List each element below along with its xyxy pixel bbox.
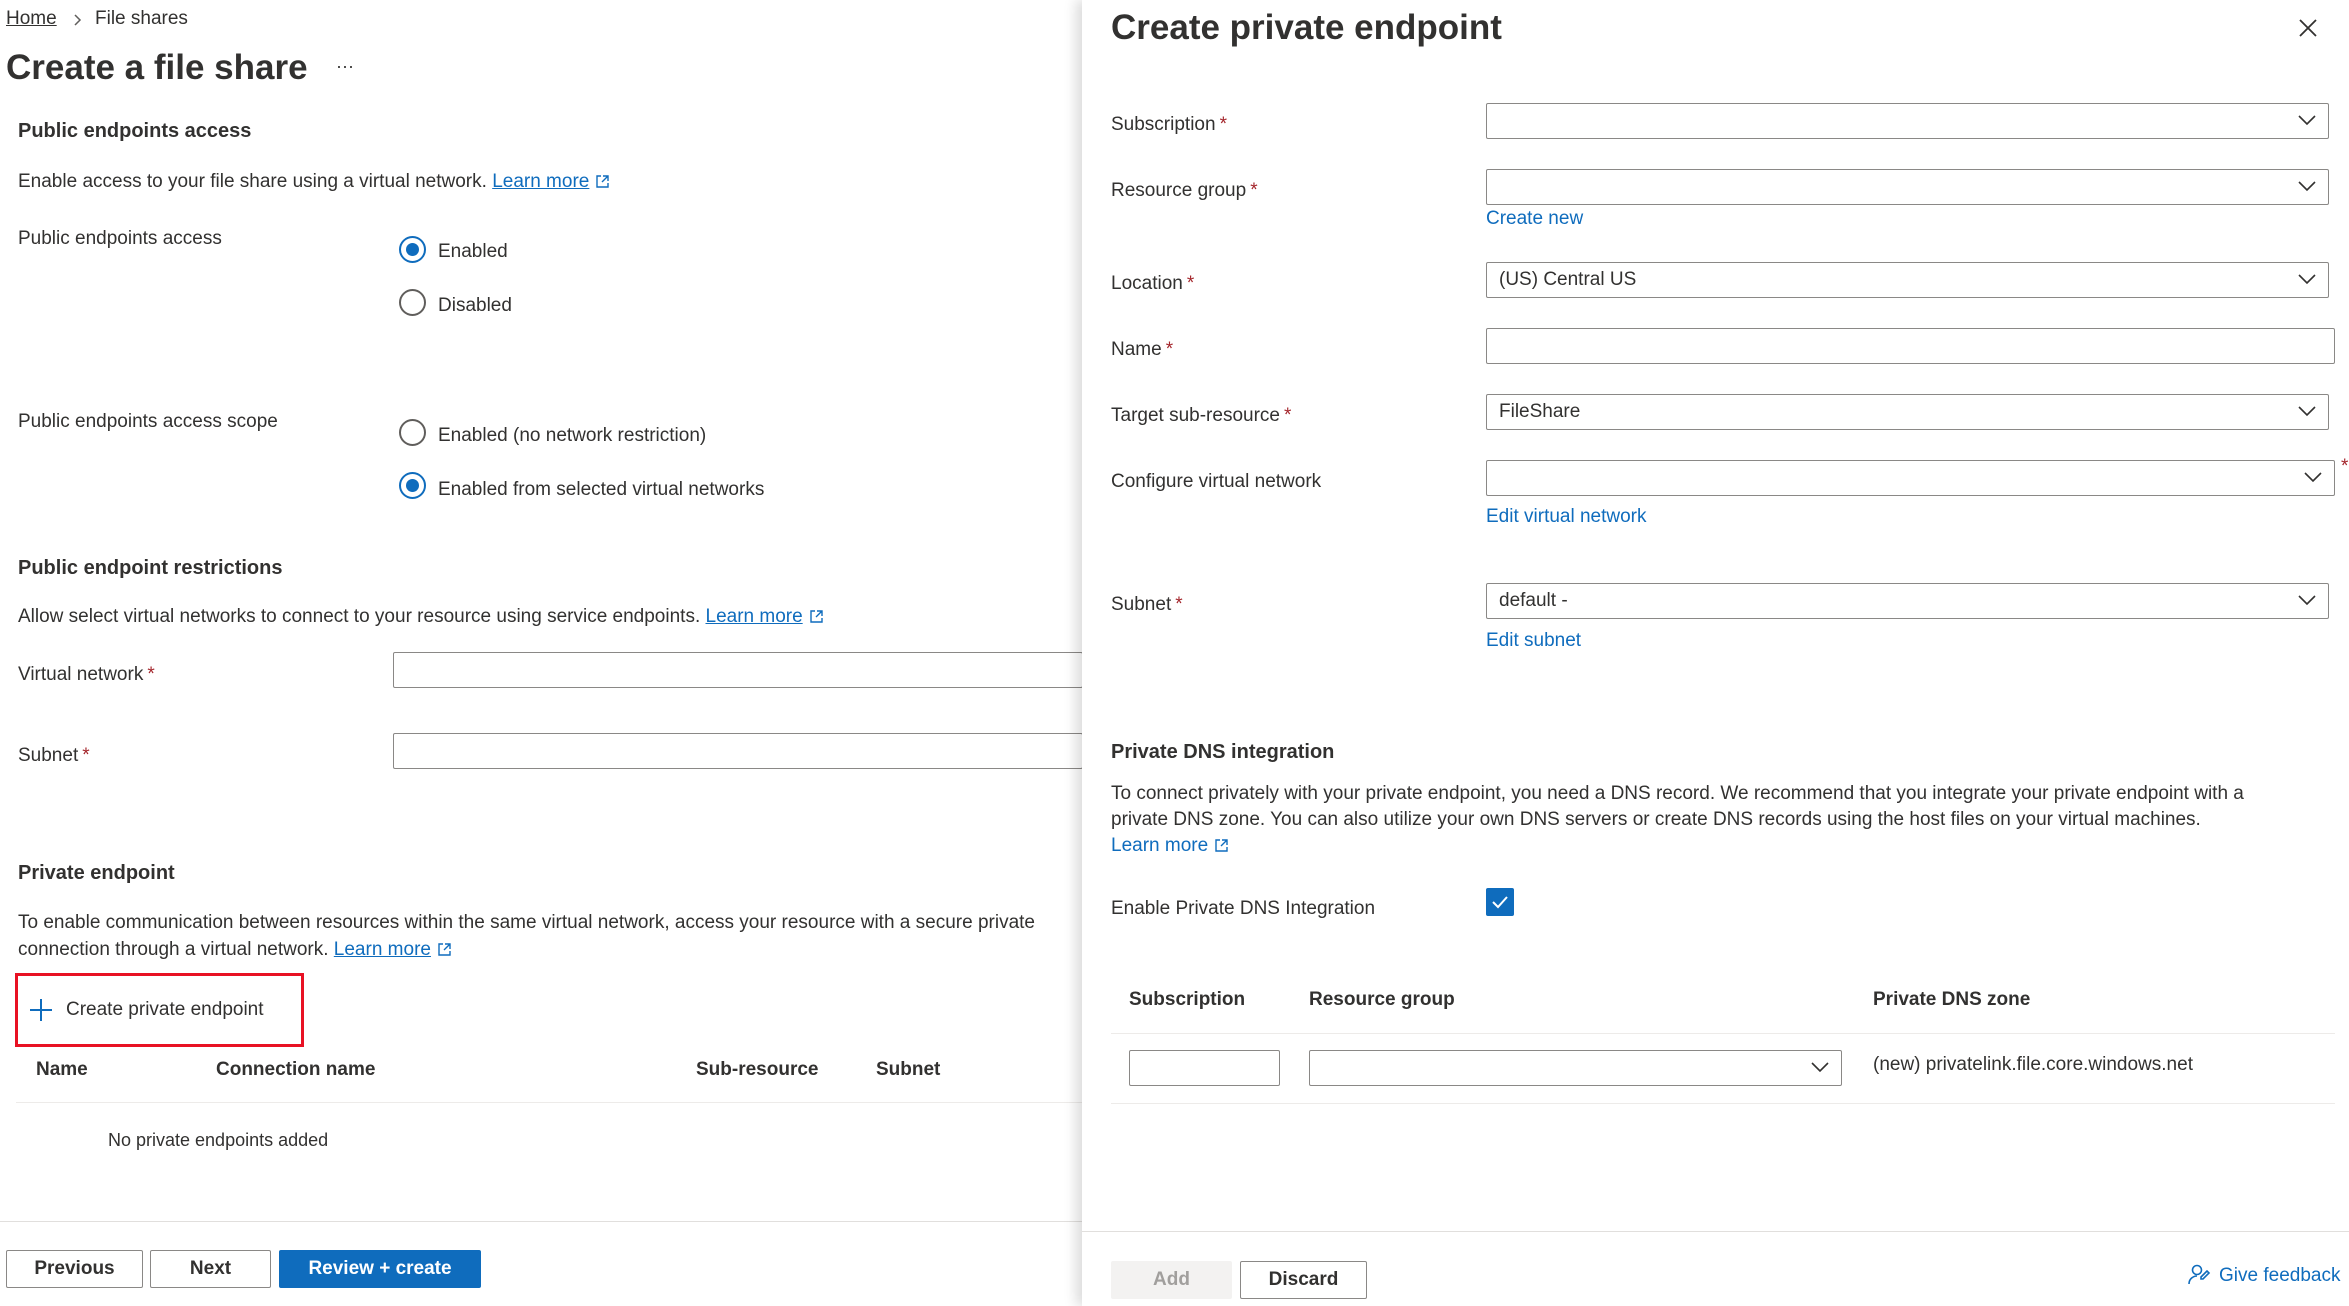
feedback-person-icon	[2187, 1263, 2211, 1287]
private-endpoint-heading: Private endpoint	[18, 862, 175, 884]
resource-group-select[interactable]	[1486, 169, 2329, 205]
edit-virtual-network-link[interactable]: Edit virtual network	[1486, 506, 1647, 527]
restrictions-desc-text: Allow select virtual networks to connect to your resource using service endpoints.	[18, 606, 701, 627]
subnet-label-text: Subnet	[18, 745, 79, 766]
location-label	[1111, 273, 1194, 295]
chevron-down-icon	[2298, 594, 2316, 606]
page-title: Create a file share	[6, 48, 308, 87]
public-access-description	[18, 171, 610, 193]
dns-zone-value: (new) privatelink.file.core.windows.net	[1873, 1054, 2193, 1075]
chevron-down-icon	[1811, 1061, 1829, 1073]
resource-group-label-text: Resource group	[1111, 180, 1247, 201]
location-label-text: Location	[1111, 273, 1183, 294]
column-header-sub-resource: Sub-resource	[696, 1059, 819, 1080]
target-sub-resource-select[interactable]	[1486, 394, 2329, 430]
required-marker: *	[147, 664, 155, 685]
public-endpoints-access-heading: Public endpoints access	[18, 120, 252, 142]
subnet-label	[18, 745, 90, 767]
public-access-desc-text: Enable access to your file share using a virtual network.	[18, 171, 487, 192]
location-value: (US) Central US	[1499, 269, 1637, 290]
column-header-name: Name	[36, 1059, 88, 1080]
learn-more-link[interactable]: Learn more	[1111, 835, 1209, 856]
dns-desc-line1: To connect privately with your private endpoint, you need a DNS record. We recommend that you integrate your private endpoint with a	[1111, 783, 2244, 804]
virtual-network-label	[18, 664, 155, 686]
required-marker: *	[1250, 180, 1258, 201]
private-endpoint-desc-line1: To enable communication between resources within the same virtual network, access your resource with a secure private	[18, 912, 1035, 933]
radio-disabled-label: Disabled	[438, 295, 512, 316]
close-icon[interactable]	[2298, 18, 2318, 38]
required-marker: *	[2341, 456, 2349, 477]
required-marker: *	[1219, 114, 1227, 135]
public-access-scope-label: Public endpoints access scope	[18, 411, 278, 432]
external-link-icon	[1214, 838, 1229, 853]
dns-heading: Private DNS integration	[1111, 741, 1335, 763]
dns-column-resource-group: Resource group	[1309, 989, 1455, 1010]
more-options-button[interactable]: ···	[336, 56, 354, 76]
divider	[16, 1102, 1082, 1103]
create-private-endpoint-label: Create private endpoint	[66, 999, 264, 1020]
location-select[interactable]	[1486, 262, 2329, 298]
chevron-down-icon	[2304, 471, 2322, 483]
subnet-input[interactable]	[393, 733, 1083, 769]
radio-selected-vnets[interactable]	[399, 472, 426, 499]
radio-selected-vnets-label: Enabled from selected virtual networks	[438, 479, 765, 500]
radio-disabled[interactable]	[399, 289, 426, 316]
panel-subnet-label	[1111, 594, 1183, 616]
configure-vnet-select[interactable]	[1486, 460, 2335, 496]
plus-icon	[28, 997, 54, 1023]
required-marker: *	[82, 745, 90, 766]
dns-subscription-input[interactable]	[1129, 1050, 1280, 1086]
target-sub-resource-label-text: Target sub-resource	[1111, 405, 1280, 426]
dns-desc-line2: private DNS zone. You can also utilize your own DNS servers or create DNS records using the host files on your virtual machines.	[1111, 809, 2201, 830]
restrictions-heading: Public endpoint restrictions	[18, 557, 283, 579]
dns-column-subscription: Subscription	[1129, 989, 1246, 1010]
edit-subnet-link[interactable]: Edit subnet	[1486, 630, 1582, 651]
private-endpoint-desc-line2: connection through a virtual network.	[18, 939, 329, 960]
radio-enabled[interactable]	[399, 236, 426, 263]
footer-divider	[0, 1221, 1082, 1222]
panel-subnet-select[interactable]	[1486, 583, 2329, 619]
column-header-connection-name: Connection name	[216, 1059, 376, 1080]
subscription-label	[1111, 114, 1227, 136]
required-marker: *	[1175, 594, 1183, 615]
panel-footer-divider	[1082, 1231, 2349, 1232]
external-link-icon	[809, 609, 824, 624]
private-endpoint-desc-line2-row	[18, 939, 452, 961]
restrictions-description	[18, 606, 824, 628]
configure-vnet-label: Configure virtual network	[1111, 471, 1322, 492]
learn-more-link[interactable]: Learn more	[705, 606, 803, 627]
required-marker: *	[1165, 339, 1174, 360]
chevron-down-icon	[2298, 405, 2316, 417]
name-label	[1111, 339, 1173, 361]
enable-dns-checkbox[interactable]	[1486, 888, 1514, 916]
subscription-label-text: Subscription	[1111, 114, 1216, 135]
chevron-right-icon	[73, 14, 82, 26]
public-access-label: Public endpoints access	[18, 228, 222, 249]
external-link-icon	[595, 174, 610, 189]
chevron-down-icon	[2298, 273, 2316, 285]
name-input[interactable]	[1486, 328, 2335, 364]
required-marker: *	[1186, 273, 1195, 294]
radio-enabled-label: Enabled	[438, 241, 508, 262]
radio-no-restriction-label: Enabled (no network restriction)	[438, 425, 707, 446]
breadcrumb-home-link[interactable]: Home	[6, 8, 57, 29]
virtual-network-input[interactable]	[393, 652, 1083, 688]
chevron-down-icon	[2298, 180, 2316, 192]
checkmark-icon	[1486, 888, 1514, 916]
dns-learn-more-row	[1111, 835, 1229, 857]
panel-title: Create private endpoint	[1111, 8, 1502, 47]
resource-group-label	[1111, 180, 1258, 202]
previous-button[interactable]: Previous	[6, 1250, 143, 1288]
enable-dns-label: Enable Private DNS Integration	[1111, 898, 1376, 919]
dns-resource-group-select[interactable]	[1309, 1050, 1842, 1086]
panel-subnet-value: default -	[1499, 590, 1568, 611]
divider	[1111, 1103, 2335, 1104]
create-private-endpoint-panel	[1082, 0, 2349, 1306]
empty-state-text: No private endpoints added	[108, 1130, 329, 1150]
give-feedback-label: Give feedback	[2219, 1265, 2341, 1286]
target-sub-resource-label	[1111, 405, 1291, 427]
radio-no-restriction[interactable]	[399, 419, 426, 446]
next-button[interactable]: Next	[150, 1250, 271, 1288]
target-sub-resource-value: FileShare	[1499, 401, 1581, 422]
learn-more-link[interactable]: Learn more	[492, 171, 590, 192]
external-link-icon	[437, 942, 452, 957]
add-button[interactable]: Add	[1111, 1261, 1232, 1299]
create-new-link[interactable]: Create new	[1486, 208, 1584, 229]
virtual-network-label-text: Virtual network	[18, 664, 144, 685]
divider	[1111, 1033, 2335, 1034]
subscription-select[interactable]	[1486, 103, 2329, 139]
required-marker: *	[1283, 405, 1292, 426]
name-label-text: Name	[1111, 339, 1162, 360]
panel-subnet-label-text: Subnet	[1111, 594, 1172, 615]
breadcrumb-current: File shares	[95, 8, 188, 29]
dns-column-private-dns-zone: Private DNS zone	[1873, 989, 2031, 1010]
review-create-button[interactable]: Review + create	[279, 1250, 481, 1288]
learn-more-link[interactable]: Learn more	[333, 939, 431, 960]
chevron-down-icon	[2298, 114, 2316, 126]
discard-button[interactable]: Discard	[1240, 1261, 1367, 1299]
column-header-subnet: Subnet	[876, 1059, 941, 1080]
